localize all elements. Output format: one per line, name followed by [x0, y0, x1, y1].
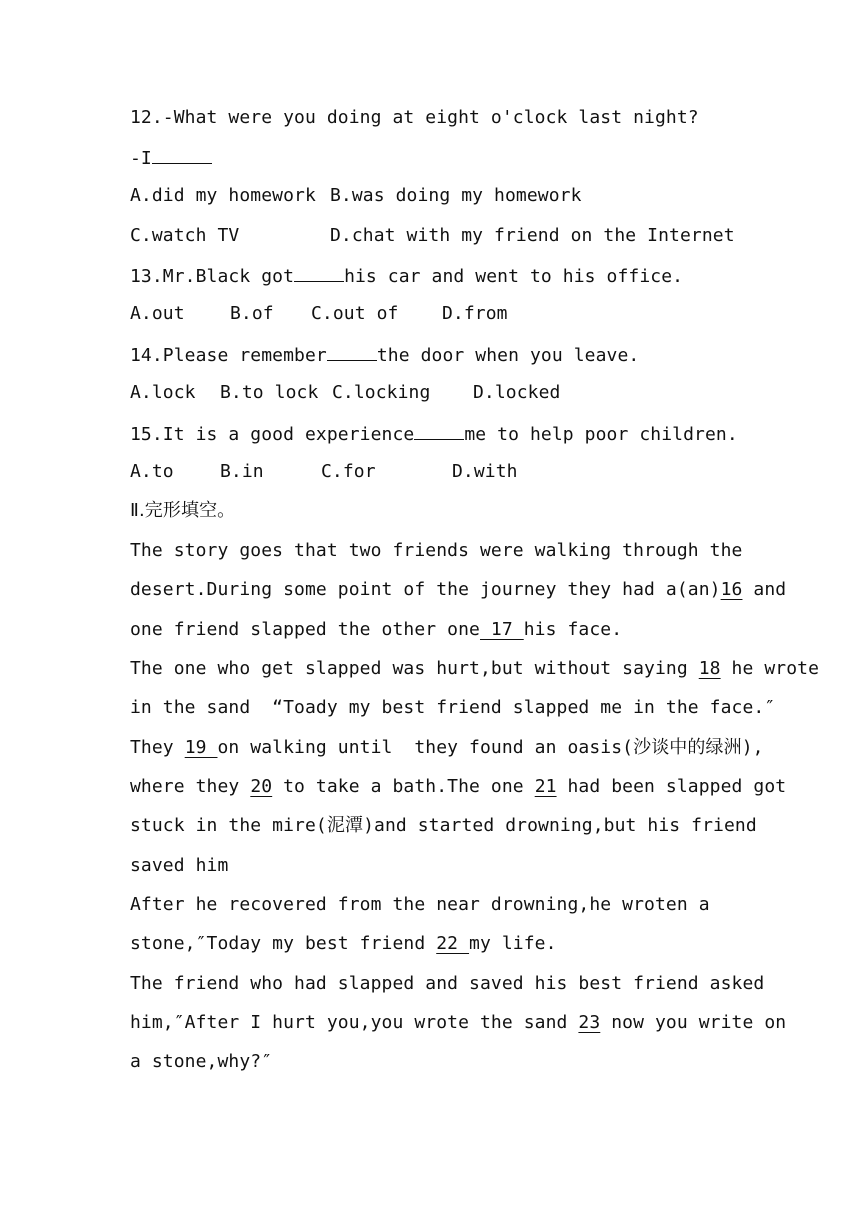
- passage-line: [130, 618, 820, 642]
- passage-text: to take a bath.The one: [272, 776, 535, 797]
- passage-line: After he recovered from the near drowning,he wroten a: [130, 894, 710, 915]
- question-text: 12.-What were you doing at eight o'clock last night?: [130, 107, 699, 128]
- passage-text: my life.: [469, 933, 557, 954]
- question-text: his car and went to his office.: [344, 266, 684, 287]
- option-b: B.was doing my homework: [330, 185, 582, 206]
- passage-text: and: [742, 579, 787, 600]
- answer-blank: [294, 263, 344, 282]
- passage-line: stuck in the mire(泥潭)and started drowning,but his friend: [130, 815, 757, 836]
- blank-number-17: 17: [479, 619, 524, 640]
- question-15-stem: [130, 421, 820, 447]
- question-text: 13.Mr.Black got: [130, 266, 295, 287]
- answer-blank: [414, 421, 464, 440]
- option-c: C.locking: [332, 382, 431, 403]
- option-a: A.out: [130, 303, 185, 324]
- passage-line: [130, 1011, 820, 1035]
- option-d: D.locked: [473, 382, 561, 403]
- passage-text: he wrote: [720, 658, 820, 679]
- option-c: C.watch TV: [130, 225, 240, 246]
- section-title: Ⅱ.完形填空。: [130, 500, 236, 521]
- question-text: me to help poor children.: [464, 424, 738, 445]
- question-14-options: [130, 381, 820, 405]
- passage-text: The one who get slapped was hurt,but without saying: [130, 658, 699, 679]
- blank-number-20: 20: [250, 776, 273, 797]
- passage-text: stone,″Today my best friend: [130, 933, 437, 954]
- question-text: 15.It is a good experience: [130, 424, 415, 445]
- option-d: D.from: [442, 303, 508, 324]
- option-c: C.out of: [311, 303, 399, 324]
- passage-text: one friend slapped the other one: [130, 619, 480, 640]
- blank-number-19: 19: [184, 737, 218, 758]
- blank-number-21: 21: [534, 776, 557, 797]
- passage-text: had been slapped got: [556, 776, 787, 797]
- question-15-options: [130, 460, 820, 484]
- passage-line: [130, 736, 820, 760]
- option-d: D.chat with my friend on the Internet: [330, 225, 735, 246]
- option-a: A.to: [130, 461, 174, 482]
- answer-prefix: -I: [130, 148, 152, 169]
- question-12-options-row-1: [130, 184, 820, 208]
- blank-number-22: 22: [436, 933, 470, 954]
- passage-line: [130, 932, 820, 956]
- option-a: A.did my homework: [130, 185, 316, 206]
- question-13-stem: [130, 263, 820, 289]
- passage-text: on walking until they found an oasis(沙谈中的绿洲),: [217, 737, 764, 758]
- question-text: the door when you leave.: [376, 345, 640, 366]
- option-c: C.for: [321, 461, 376, 482]
- passage-text: him,″After I hurt you,you wrote the sand: [130, 1012, 579, 1033]
- passage-line: in the sand “Toady my best friend slapped me in the face.″: [130, 697, 776, 718]
- blank-number-16: 16: [720, 579, 743, 600]
- question-13-options: [130, 302, 820, 326]
- option-a: A.lock: [130, 382, 196, 403]
- option-b: B.to lock: [220, 382, 319, 403]
- question-text: 14.Please remember: [130, 345, 327, 366]
- passage-line: The friend who had slapped and saved his best friend asked: [130, 973, 765, 994]
- passage-line: [130, 657, 820, 681]
- question-12-answer-line: [130, 145, 820, 171]
- option-b: B.in: [220, 461, 264, 482]
- passage-text: now you write on: [600, 1012, 787, 1033]
- passage-line: [130, 578, 820, 602]
- passage-line: The story goes that two friends were walking through the: [130, 540, 743, 561]
- passage-text: desert.During some point of the journey they had a(an): [130, 579, 721, 600]
- blank-number-23: 23: [578, 1012, 601, 1033]
- passage-line: saved him: [130, 855, 229, 876]
- option-d: D.with: [452, 461, 518, 482]
- answer-blank: [152, 145, 212, 164]
- passage-line: [130, 775, 820, 799]
- blank-number-18: 18: [698, 658, 721, 679]
- passage-text: his face.: [523, 619, 623, 640]
- question-12-options-row-2: [130, 224, 820, 248]
- passage-line: a stone,why?″: [130, 1051, 273, 1072]
- option-b: B.of: [230, 303, 274, 324]
- passage-text: They: [130, 737, 185, 758]
- question-12-stem: [130, 106, 820, 130]
- question-14-stem: [130, 342, 820, 368]
- answer-blank: [327, 342, 377, 361]
- passage-text: where they: [130, 776, 251, 797]
